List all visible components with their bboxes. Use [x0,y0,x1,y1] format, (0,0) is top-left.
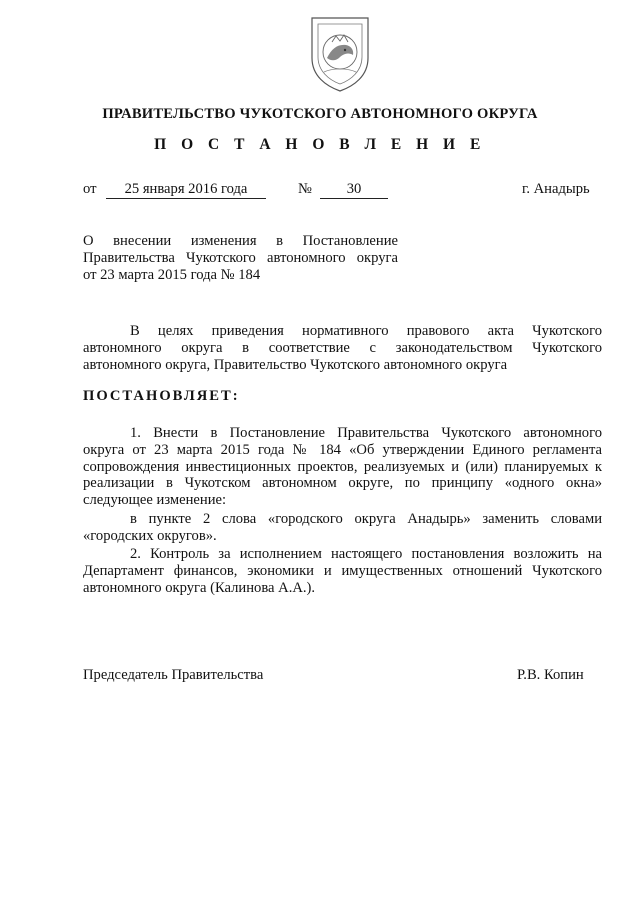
document-number-field [320,181,388,199]
organization-title: ПРАВИТЕЛЬСТВО ЧУКОТСКОГО АВТОНОМНОГО ОКРУГА [102,106,538,122]
city: г. Анадырь [522,181,590,197]
document-date: 25 января 2016 года [124,181,248,197]
item-1-line: округа от 23 марта 2015 года № 184 «Об утверждении Единого регламента [83,441,602,458]
item-2-paragraph [83,546,602,596]
item-1-line: сопровождения инвестиционных проектов, реализуемых и (или) планируемых к [83,458,602,475]
document-type-title: П О С Т А Н О В Л Е Н И Е [154,136,486,153]
subject-line: от 23 марта 2015 года № 184 [83,267,261,283]
document-number: 30 [346,181,362,197]
item-1-sub-line: в пункте 2 слова «городского округа Анадырь» заменить словами [130,511,602,527]
item-1-subparagraph [83,511,602,545]
item-1-line: 1. Внести в Постановление Правительства Чукотского автономного [130,425,602,441]
decree-heading: ПОСТАНОВЛЯЕТ: [83,388,240,404]
document-subject [83,233,398,284]
number-prefix: № [298,181,312,197]
document-date-field [106,181,266,199]
chukotka-coat-of-arms-icon [302,14,378,94]
preamble-paragraph [83,323,602,373]
date-prefix: от [83,181,97,197]
item-1-line: следующее изменение: [83,492,227,509]
item-2-line: автономного округа (Калинова А.А.). [83,579,316,596]
item-1-sub-line: «городских округов». [83,527,217,544]
preamble-line: автономного округа в соответствие с законодательством Чукотского [83,339,602,356]
subject-line: Правительства Чукотского автономного округа [83,250,398,266]
signatory-position: Председатель Правительства [83,667,264,683]
subject-line: О внесении изменения в Постановление [83,233,398,249]
item-2-line: Департамент финансов, экономики и имущественных отношений Чукотского [83,562,602,579]
document-meta-row [0,181,640,203]
item-1-line: реализации в Чукотском автономном округе, по принципу «одного окна» [83,475,602,492]
preamble-line: автономного округа, Правительство Чукотского автономного округа [83,356,508,373]
item-1-paragraph [83,425,602,509]
preamble-line: В целях приведения нормативного правового акта Чукотского [130,323,602,339]
coat-of-arms-emblem [302,14,378,94]
signatory-name: Р.В. Копин [517,667,584,683]
item-2-line: 2. Контроль за исполнением настоящего постановления возложить на [130,546,602,562]
